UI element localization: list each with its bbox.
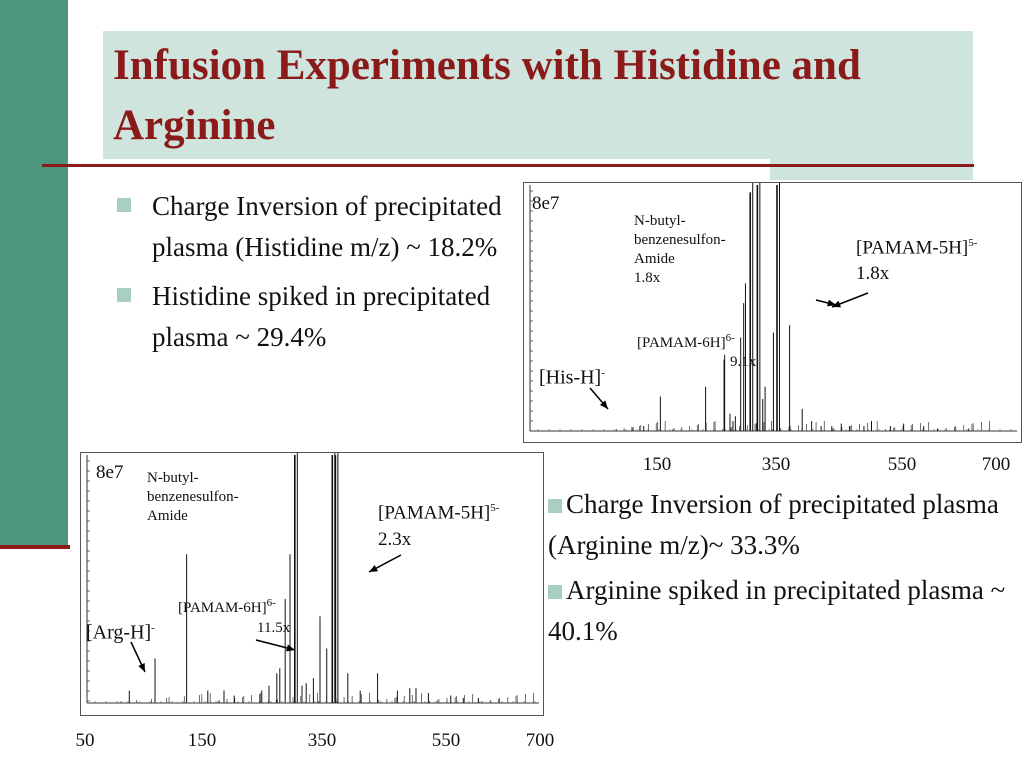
x-tick-label: 350	[307, 730, 337, 751]
histidine-spectrum	[523, 182, 1022, 443]
bullet-list-histidine	[115, 186, 515, 366]
bullet-square-icon	[548, 585, 562, 599]
nbbsa-label-line3: Amide	[634, 251, 675, 267]
y-scale-label: 8e7	[96, 462, 124, 483]
bullet-square-icon	[117, 288, 131, 302]
histidine-spectrum-plot	[524, 183, 1021, 442]
bullet-item	[115, 186, 515, 268]
bullet-text: Charge Inversion of precipitated plasma (Arginine m/z)~ 33.3%	[548, 489, 999, 560]
pamam5-charge: 5-	[490, 502, 500, 514]
pamam5-text: [PAMAM-5H]	[856, 237, 969, 259]
pamam5-charge: 5-	[968, 237, 978, 249]
his-ion-charge: -	[601, 367, 605, 379]
pamam6-label	[637, 329, 735, 353]
pamam6-fold-label: 9.1x	[730, 354, 757, 370]
nbbsa-fold-label: 1.8x	[634, 270, 661, 286]
bullet-list-arginine	[548, 484, 1018, 656]
x-tick-label: 350	[761, 454, 791, 475]
bullet-text: Arginine spiked in precipitated plasma ~ 40.1%	[548, 575, 1006, 646]
title-rule-shade	[770, 158, 973, 180]
nbbsa-label-line1: N-butyl-	[147, 470, 199, 486]
pamam6-text: [PAMAM-6H]	[637, 335, 726, 351]
pamam6-charge: 6-	[725, 332, 735, 344]
x-tick-label: 550	[887, 454, 917, 475]
bullet-text: Charge Inversion of precipitated plasma (Histidine m/z) ~ 18.2%	[152, 191, 502, 262]
nbbsa-label-line1: N-butyl-	[634, 213, 686, 229]
bullet-item	[548, 484, 1018, 566]
his-ion-text: [His-H]	[539, 366, 602, 389]
pamam5-fold-label: 2.3x	[378, 529, 412, 550]
x-tick-label: 700	[981, 454, 1011, 475]
arg-ion-text: [Arg-H]	[86, 621, 152, 644]
bullet-item	[548, 570, 1018, 652]
pamam5-label	[378, 496, 499, 525]
left-accent-rule	[0, 545, 70, 549]
nbbsa-label-line2: benzenesulfon-	[147, 489, 239, 505]
title-rule	[42, 164, 974, 167]
x-tick-label: 150	[187, 730, 217, 751]
arginine-spectrum	[80, 452, 544, 716]
his-ion-label	[539, 361, 605, 391]
nbbsa-label-line2: benzenesulfon-	[634, 232, 726, 248]
arg-ion-charge: -	[151, 622, 155, 634]
bullet-square-icon	[548, 499, 562, 513]
pamam6-fold-label: 11.5x	[257, 620, 291, 636]
pamam5-label	[856, 231, 977, 260]
pamam5-fold-label: 1.8x	[856, 263, 890, 284]
x-tick-label: 700	[525, 730, 555, 751]
bullet-square-icon	[117, 198, 131, 212]
nbbsa-label-line3: Amide	[147, 508, 188, 524]
arg-ion-label	[86, 616, 155, 646]
y-scale-label: 8e7	[532, 193, 560, 214]
pamam6-charge: 6-	[266, 597, 276, 609]
left-accent-bar	[0, 0, 68, 548]
pamam5-text: [PAMAM-5H]	[378, 502, 491, 524]
bullet-text: Histidine spiked in precipitated plasma ~ 29.4%	[152, 281, 491, 352]
slide-title: Infusion Experiments with Histidine and Arginine	[113, 42, 861, 149]
x-tick-label: 150	[642, 454, 672, 475]
bullet-item	[115, 276, 515, 358]
pamam6-text: [PAMAM-6H]	[178, 600, 267, 616]
pamam6-label	[178, 594, 276, 618]
x-tick-label: 50	[75, 730, 95, 751]
x-tick-label: 550	[431, 730, 461, 751]
